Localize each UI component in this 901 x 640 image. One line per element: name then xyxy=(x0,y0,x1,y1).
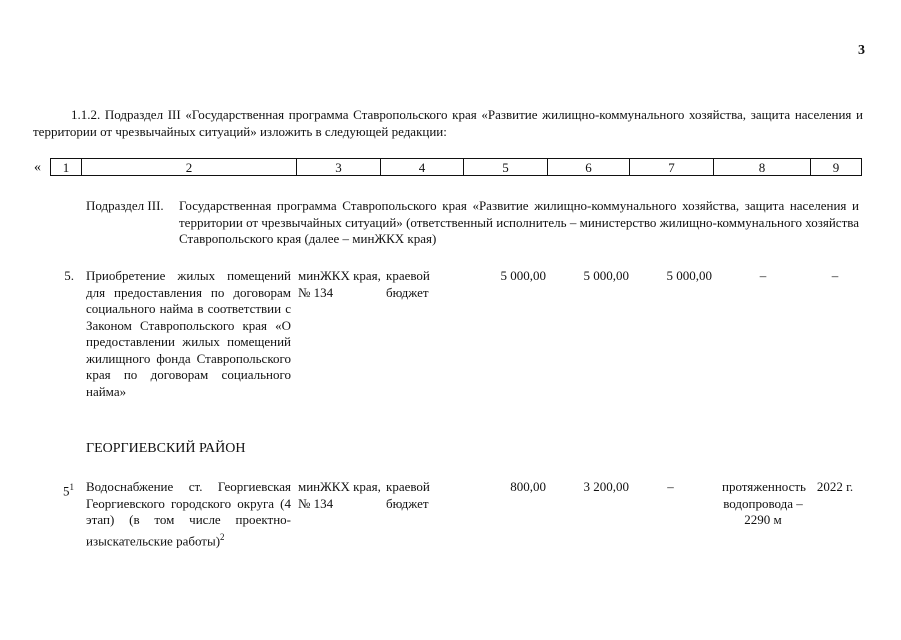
footnote-marker: 2 xyxy=(220,531,225,542)
row-executor: минЖКХ края, № 134 xyxy=(298,268,381,300)
page-number: 3 xyxy=(858,43,865,58)
opening-quote-mark: « xyxy=(34,160,41,175)
subsection-label: Подраздел III. xyxy=(86,198,164,213)
row-value-col5: 5 000,00 xyxy=(500,268,546,283)
column-number: 9 xyxy=(811,159,862,176)
row-name-text: Водоснабжение ст. Георгиевская Георгиевского городского округа (4 этап) (в том числе проектно-изыскательские работы) xyxy=(86,479,291,548)
row-value-col7: – xyxy=(667,479,674,494)
column-number: 6 xyxy=(548,159,630,176)
row-number-main: 5 xyxy=(63,483,70,499)
row-name xyxy=(86,479,291,549)
row-value-col9: 2022 г. xyxy=(816,479,854,494)
row-value-col9: – xyxy=(831,268,839,283)
row-value-col8: – xyxy=(759,268,767,283)
row-funding-source: краевой бюджет xyxy=(386,268,430,300)
column-number: 7 xyxy=(630,159,714,176)
row-executor: минЖКХ края, № 134 xyxy=(298,479,381,511)
region-heading: ГЕОРГИЕВСКИЙ РАЙОН xyxy=(86,441,246,456)
column-number-header xyxy=(50,158,862,176)
subsection-title: Государственная программа Ставропольского края «Развитие жилищно-коммунального хозяйства, защита населения и территории от чрезвычайных ситуаций» (ответственный исполнитель – министерство жилищно-коммунального хозяйства Ставропольского края (далее – минЖКХ края) xyxy=(179,198,859,246)
column-number: 8 xyxy=(714,159,811,176)
column-number: 2 xyxy=(82,159,297,176)
column-number: 3 xyxy=(297,159,381,176)
row-number: 5. xyxy=(64,268,74,283)
row-funding-source: краевой бюджет xyxy=(386,479,430,511)
row-value-col7: 5 000,00 xyxy=(666,268,712,283)
row-value-col6: 5 000,00 xyxy=(583,268,629,283)
row-number-superscript: 1 xyxy=(69,482,74,492)
intro-paragraph: 1.1.2. Подраздел III «Государственная программа Ставропольского края «Развитие жилищно-коммунального хозяйства, защита населения и территории от чрезвычайных ситуаций» изложить в следующей редакции: xyxy=(33,107,863,139)
row-value-col6: 3 200,00 xyxy=(583,479,629,494)
row-number xyxy=(44,479,74,500)
column-number: 1 xyxy=(51,159,82,176)
column-number: 4 xyxy=(381,159,464,176)
row-name: Приобретение жилых помещений для предоставления по договорам социального найма в соответствии с Законом Ставропольского края «О предоставлении жилых помещений жилищного фонда Ставропольского края по договорам социального найма» xyxy=(86,268,291,399)
row-value-col5: 800,00 xyxy=(510,479,546,494)
column-number: 5 xyxy=(464,159,548,176)
row-value-col8: протяженность водопровода – 2290 м xyxy=(722,479,806,527)
